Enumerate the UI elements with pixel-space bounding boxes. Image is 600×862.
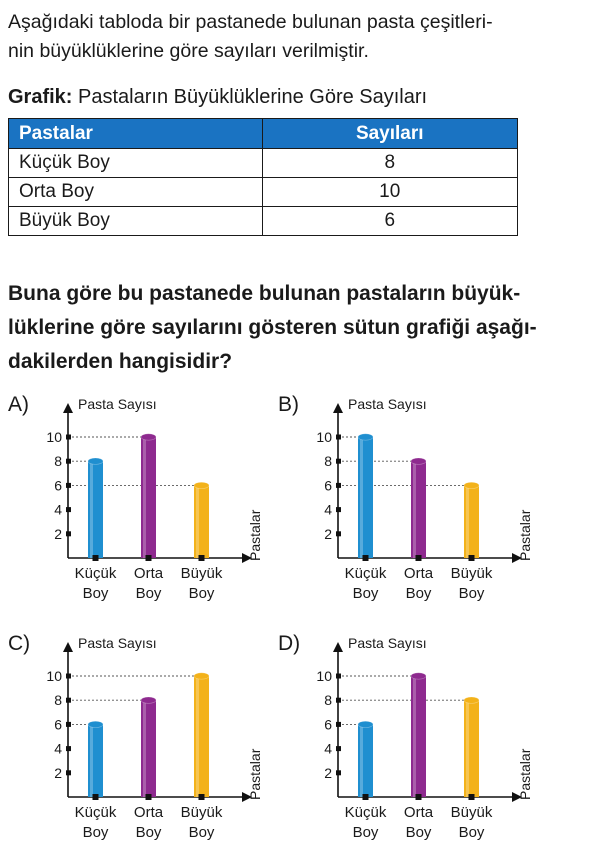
row-value: 6: [262, 207, 518, 236]
header-pastalar: Pastalar: [9, 119, 263, 149]
y-tick-label: 4: [324, 501, 332, 518]
bar-chart-a: [8, 393, 268, 623]
y-tick-label: 8: [324, 692, 332, 709]
y-tick: [66, 507, 71, 512]
y-tick: [66, 698, 71, 703]
x-tick: [416, 794, 422, 800]
y-tick: [66, 531, 71, 536]
option-letter: C): [8, 632, 31, 655]
y-tick-label: 2: [324, 764, 332, 781]
y-tick: [336, 722, 341, 727]
option-letter: D): [278, 632, 301, 655]
intro-text: [8, 8, 593, 66]
y-tick: [66, 722, 71, 727]
y-axis-arrow: [63, 403, 73, 413]
bar: [88, 721, 103, 797]
bar-highlight: [466, 700, 469, 797]
bar-highlight: [143, 700, 146, 797]
y-tick-label: 8: [54, 692, 62, 709]
x-tick: [469, 794, 475, 800]
category-label: Orta: [133, 804, 164, 821]
grafik-title-text: Pastaların Büyüklüklerine Göre Sayıları: [78, 86, 428, 108]
category-label: Büyük: [180, 804, 223, 821]
y-tick-label: 6: [324, 477, 332, 494]
y-tick-label: 2: [54, 525, 62, 542]
y-tick-label: 6: [54, 716, 62, 733]
question-line-2: lüklerine göre sayılarını gösteren sütun grafiği aşağı-: [8, 316, 537, 339]
y-tick-label: 4: [54, 740, 62, 757]
category-label: Büyük: [180, 565, 223, 582]
category-label: Büyük: [450, 804, 493, 821]
y-tick: [66, 459, 71, 464]
x-tick: [363, 794, 369, 800]
bar-chart-d: [278, 632, 538, 862]
question-line-1: Buna göre bu pastanede bulunan pastaların büyük-: [8, 282, 521, 305]
y-tick: [336, 698, 341, 703]
category-label: Küçük: [74, 565, 117, 582]
option-a[interactable]: [8, 393, 268, 623]
grafik-title: [8, 86, 427, 109]
category-label: Boy: [188, 824, 215, 841]
category-label: Boy: [82, 585, 109, 602]
bar: [464, 482, 479, 558]
category-label: Boy: [352, 585, 379, 602]
y-tick-label: 2: [324, 525, 332, 542]
row-name: Küçük Boy: [9, 149, 263, 178]
row-name: Orta Boy: [9, 178, 263, 207]
intro-line-2: nin büyüklüklerine göre sayıları verilmiştir.: [8, 40, 369, 62]
x-tick: [93, 794, 99, 800]
grafik-label: Grafik:: [8, 86, 73, 108]
bar-cap: [358, 721, 373, 727]
category-label: Boy: [82, 824, 109, 841]
category-label: Orta: [403, 565, 434, 582]
table-row: [9, 178, 518, 207]
bar-highlight: [413, 461, 416, 558]
x-tick: [199, 555, 205, 561]
bar: [464, 697, 479, 797]
row-name: Büyük Boy: [9, 207, 263, 236]
y-tick: [336, 531, 341, 536]
x-tick: [469, 555, 475, 561]
x-tick: [363, 555, 369, 561]
y-axis-arrow: [333, 403, 343, 413]
category-label: Küçük: [344, 804, 387, 821]
table-row: [9, 207, 518, 236]
bar-cap: [88, 458, 103, 464]
x-tick: [146, 555, 152, 561]
bar-highlight: [196, 676, 199, 797]
table-row: [9, 149, 518, 178]
x-tick: [199, 794, 205, 800]
category-label: Boy: [405, 585, 432, 602]
bar: [141, 434, 156, 558]
bar: [358, 721, 373, 797]
y-tick: [66, 435, 71, 440]
row-value: 10: [262, 178, 518, 207]
x-axis-label: Pastalar: [517, 509, 533, 561]
y-tick-label: 8: [54, 453, 62, 470]
y-axis-arrow: [333, 642, 343, 652]
question-text: [8, 277, 593, 379]
bar-cap: [141, 697, 156, 703]
bar-highlight: [90, 724, 93, 797]
bar-highlight: [466, 485, 469, 558]
bar-highlight: [360, 437, 363, 558]
y-tick-label: 8: [324, 453, 332, 470]
x-axis-label: Pastalar: [247, 748, 263, 800]
y-tick-label: 6: [54, 477, 62, 494]
y-tick: [336, 674, 341, 679]
bar-cap: [464, 697, 479, 703]
y-tick: [336, 435, 341, 440]
y-tick: [66, 483, 71, 488]
y-axis-label: Pasta Sayısı: [78, 396, 157, 412]
option-c[interactable]: [8, 632, 268, 862]
x-axis-label: Pastalar: [247, 509, 263, 561]
category-label: Orta: [403, 804, 434, 821]
bar-cap: [358, 434, 373, 440]
category-label: Boy: [458, 585, 485, 602]
bar-cap: [141, 434, 156, 440]
y-tick: [336, 746, 341, 751]
y-tick: [336, 459, 341, 464]
y-tick: [66, 770, 71, 775]
bar-cap: [411, 458, 426, 464]
y-axis-label: Pasta Sayısı: [348, 635, 427, 651]
y-tick-label: 6: [324, 716, 332, 733]
bar-chart-b: [278, 393, 538, 623]
data-table: [8, 118, 518, 236]
category-label: Küçük: [74, 804, 117, 821]
bar-highlight: [90, 461, 93, 558]
y-tick-label: 10: [316, 429, 332, 445]
y-axis-label: Pasta Sayısı: [78, 635, 157, 651]
y-tick-label: 10: [46, 668, 62, 684]
category-label: Küçük: [344, 565, 387, 582]
y-tick: [66, 674, 71, 679]
bar-highlight: [360, 724, 363, 797]
category-label: Boy: [458, 824, 485, 841]
option-b[interactable]: [278, 393, 538, 623]
bar-highlight: [196, 485, 199, 558]
intro-line-1: Aşağıdaki tabloda bir pastanede bulunan pasta çeşitleri-: [8, 11, 493, 33]
x-tick: [416, 555, 422, 561]
bar-cap: [88, 721, 103, 727]
y-tick-label: 4: [54, 501, 62, 518]
category-label: Boy: [188, 585, 215, 602]
question-line-3: dakilerden hangisidir?: [8, 350, 233, 373]
bar: [194, 482, 209, 558]
y-axis-arrow: [63, 642, 73, 652]
y-tick-label: 10: [46, 429, 62, 445]
bar-cap: [411, 673, 426, 679]
category-label: Boy: [135, 824, 162, 841]
y-tick: [336, 483, 341, 488]
bar: [141, 697, 156, 797]
category-label: Boy: [135, 585, 162, 602]
x-axis-label: Pastalar: [517, 748, 533, 800]
y-tick: [336, 770, 341, 775]
bar-cap: [194, 482, 209, 488]
bar-chart-c: [8, 632, 268, 862]
option-letter: B): [278, 393, 299, 416]
bar: [411, 673, 426, 797]
y-tick-label: 4: [324, 740, 332, 757]
option-d[interactable]: [278, 632, 538, 862]
y-axis-label: Pasta Sayısı: [348, 396, 427, 412]
bar: [358, 434, 373, 558]
option-letter: A): [8, 393, 29, 416]
bar-cap: [464, 482, 479, 488]
category-label: Boy: [352, 824, 379, 841]
y-tick-label: 10: [316, 668, 332, 684]
x-tick: [93, 555, 99, 561]
x-tick: [146, 794, 152, 800]
category-label: Orta: [133, 565, 164, 582]
category-label: Boy: [405, 824, 432, 841]
bar: [88, 458, 103, 558]
table-header-row: [9, 119, 518, 149]
bar: [411, 458, 426, 558]
bar: [194, 673, 209, 797]
category-label: Büyük: [450, 565, 493, 582]
y-tick: [336, 507, 341, 512]
bar-highlight: [143, 437, 146, 558]
y-tick: [66, 746, 71, 751]
bar-highlight: [413, 676, 416, 797]
bar-cap: [194, 673, 209, 679]
header-sayilari: Sayıları: [262, 119, 518, 149]
row-value: 8: [262, 149, 518, 178]
y-tick-label: 2: [54, 764, 62, 781]
